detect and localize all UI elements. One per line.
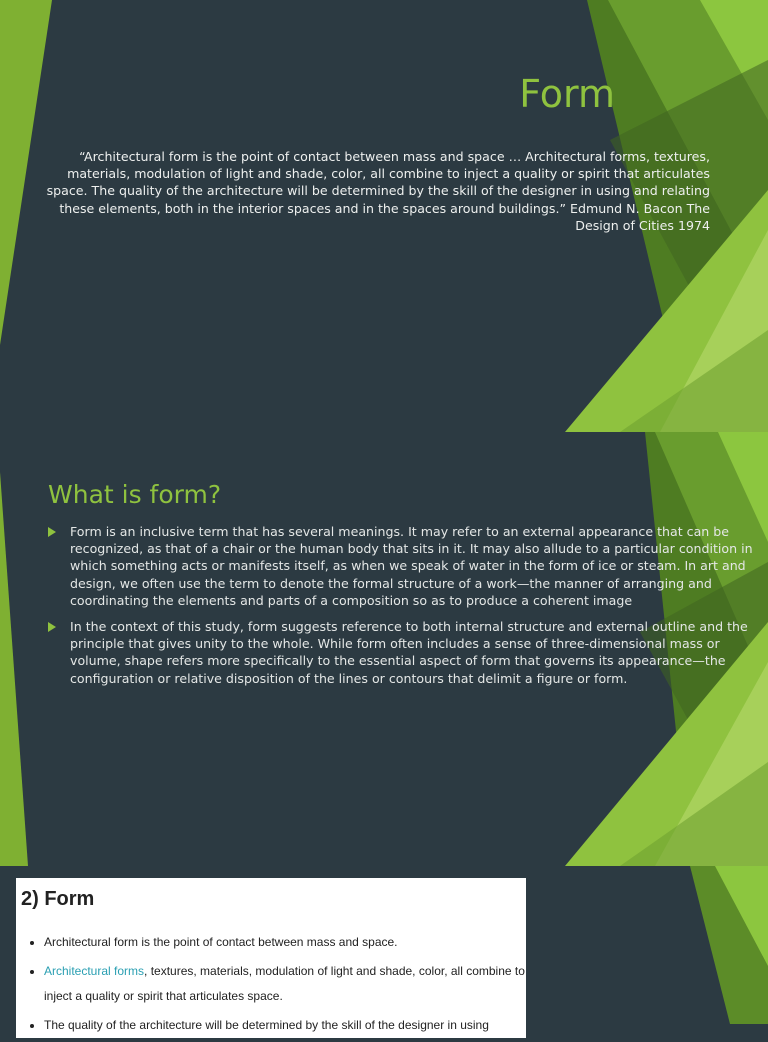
slide-3	[0, 866, 768, 1032]
bullet-text: In the context of this study, form suggests reference to both internal structure and external outline and the principle that gives unity to the whole. While form often includes a sense of three-dimensional mass or volume, shape refers more specifically to the essential aspect of form that governs its appearance—the configuration or relative disposition of the lines or contours that delimit a figure or form.	[70, 619, 748, 686]
triangle-bullet-icon	[48, 527, 56, 537]
card-heading: 2) Form	[21, 888, 95, 910]
slide-title: Form	[519, 72, 615, 116]
list-item	[44, 930, 530, 955]
bullet-text: Form is an inclusive term that has several meanings. It may refer to an external appearance that can be recognized, as that of a chair or the human body that sits in it. It may also allude to a particular condition in which something acts or manifests itself, as when we speak of water in the form of ice or steam. In art and design, we often use the term to denote the formal structure of a work—the manner of arranging and coordinating the elements and parts of a composition so as to produce a coherent image	[70, 524, 753, 608]
list-item	[44, 1013, 530, 1038]
list-item-text: Architectural form is the point of contact between mass and space.	[44, 935, 398, 949]
triangle-bullet-icon	[48, 622, 56, 632]
slide-1	[0, 0, 768, 432]
card-bullet-list	[30, 930, 530, 1042]
slide-title: What is form?	[48, 480, 222, 509]
list-item-text: , textures, materials, modulation of light and shade, color, all combine to inject a quality or spirit that articulates space.	[44, 964, 525, 1003]
list-item	[44, 959, 530, 1009]
architectural-forms-link[interactable]: Architectural forms	[44, 964, 145, 978]
bullet-item	[48, 523, 754, 609]
list-item-text: The quality of the architecture will be determined by the skill of the designer in using	[44, 1018, 489, 1032]
quote-text: “Architectural form is the point of contact between mass and space … Architectural forms, textures, materials, modulation of light and shade, color, all combine to inject a quality or spirit that articulates space. The quality of the architecture will be determined by the skill of the designer in using and relating these elements, both in the interior spaces and in the spaces around buildings.” Edmund N. Bacon The Design of Cities 1974	[46, 149, 710, 233]
bullet-item	[48, 618, 754, 687]
bullet-list	[48, 523, 754, 696]
slide-2	[0, 432, 768, 866]
screenshot-card	[16, 878, 526, 1038]
